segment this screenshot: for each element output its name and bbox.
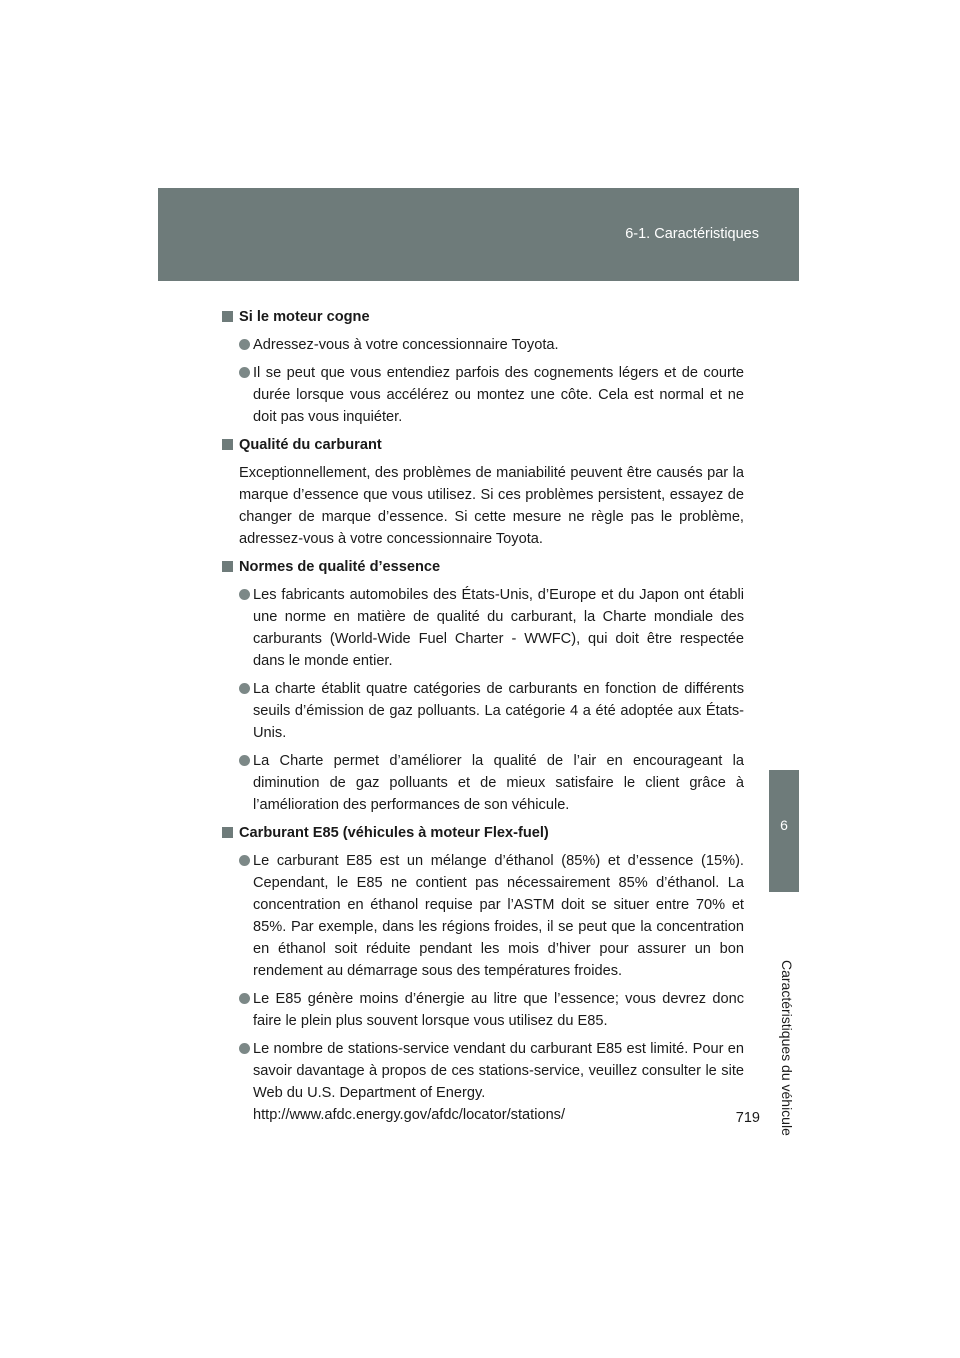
list-item	[222, 334, 744, 356]
circle-bullet-icon	[239, 589, 250, 600]
section-heading-text: Si le moteur cogne	[239, 309, 370, 325]
list-item	[222, 362, 744, 428]
section-heading	[222, 822, 744, 844]
section-heading	[222, 556, 744, 578]
section-heading-text: Qualité du carburant	[239, 437, 382, 453]
circle-bullet-icon	[239, 855, 250, 866]
page-number: 719	[735, 1110, 760, 1126]
list-item-text: Le carburant E85 est un mélange d’éthanol (85%) et d’essence (15%). Cependant, le E85 ne contient pas nécessairement 85% d’éthanol. La concentration en éthanol requise par l’ASTM doit se situer entre 70% et 85%. Par exemple, dans les régions froides, il se peut que la concentration en éthanol soit réduite pendant les mois d’hiver pour assurer un bon rendement au démarrage sous des températures froides.	[253, 853, 744, 979]
section-heading	[222, 306, 744, 328]
list-item-text: Les fabricants automobiles des États-Unis, d’Europe et du Japon ont établi une norme en matière de qualité du carburant, la Charte mondiale des carburants (World-Wide Fuel Charter - WWFC), qui doit être respectée dans le monde entier.	[253, 587, 744, 669]
chapter-number: 6	[780, 817, 788, 833]
circle-bullet-icon	[239, 993, 250, 1004]
circle-bullet-icon	[239, 683, 250, 694]
circle-bullet-icon	[239, 339, 250, 350]
square-bullet-icon	[222, 439, 233, 450]
list-item-text: Il se peut que vous entendiez parfois des cognements légers et de courte durée lorsque vous accélérez ou montez une côte. Cela est normal et ne doit pas vous inquiéter.	[253, 365, 744, 425]
section-body: Exceptionnellement, des problèmes de maniabilité peuvent être causés par la marque d’essence que vous utilisez. Si ces problèmes persistent, essayez de changer de marque d’essence. Si cette mesure ne règle pas le problème, adressez-vous à votre concessionnaire Toyota.	[239, 465, 744, 547]
square-bullet-icon	[222, 311, 233, 322]
list-item	[222, 988, 744, 1032]
section-heading-text: Normes de qualité d’essence	[239, 559, 441, 575]
list-item-text: Le E85 génère moins d’énergie au litre que l’essence; vous devrez donc faire le plein plus souvent lorsque vous utilisez du E85.	[253, 991, 744, 1029]
square-bullet-icon	[222, 827, 233, 838]
section-header-title: 6-1. Caractéristiques	[625, 226, 759, 242]
list-item	[222, 850, 744, 982]
list-item-text: Adressez-vous à votre concessionnaire Toyota.	[253, 337, 559, 353]
header-band	[158, 188, 799, 281]
list-item	[222, 1038, 744, 1126]
page-content	[222, 306, 744, 1126]
list-item-text: La charte établit quatre catégories de carburants en fonction de différents seuils d’émission de gaz polluants. La catégorie 4 a été adoptée aux États-Unis.	[253, 681, 744, 741]
url-link[interactable]: http://www.afdc.energy.gov/afdc/locator/stations/	[253, 1107, 566, 1123]
list-item	[222, 678, 744, 744]
circle-bullet-icon	[239, 1043, 250, 1054]
section-heading	[222, 434, 744, 456]
list-item	[222, 750, 744, 816]
circle-bullet-icon	[239, 755, 250, 766]
chapter-tab	[769, 770, 799, 892]
list-item	[222, 584, 744, 672]
circle-bullet-icon	[239, 367, 250, 378]
chapter-title: Caractéristiques du véhicule	[779, 960, 795, 1136]
list-item-text: Le nombre de stations-service vendant du carburant E85 est limité. Pour en savoir davantage à propos de ces stations-service, veuillez consulter le site Web du U.S. Department of Energy.	[253, 1041, 744, 1101]
list-item-text: La Charte permet d’améliorer la qualité de l’air en encourageant la diminution de gaz polluants et de mieux satisfaire le client grâce à l’amélioration des performances de son véhicule.	[253, 753, 744, 813]
square-bullet-icon	[222, 561, 233, 572]
section-heading-text: Carburant E85 (véhicules à moteur Flex-fuel)	[239, 825, 549, 841]
